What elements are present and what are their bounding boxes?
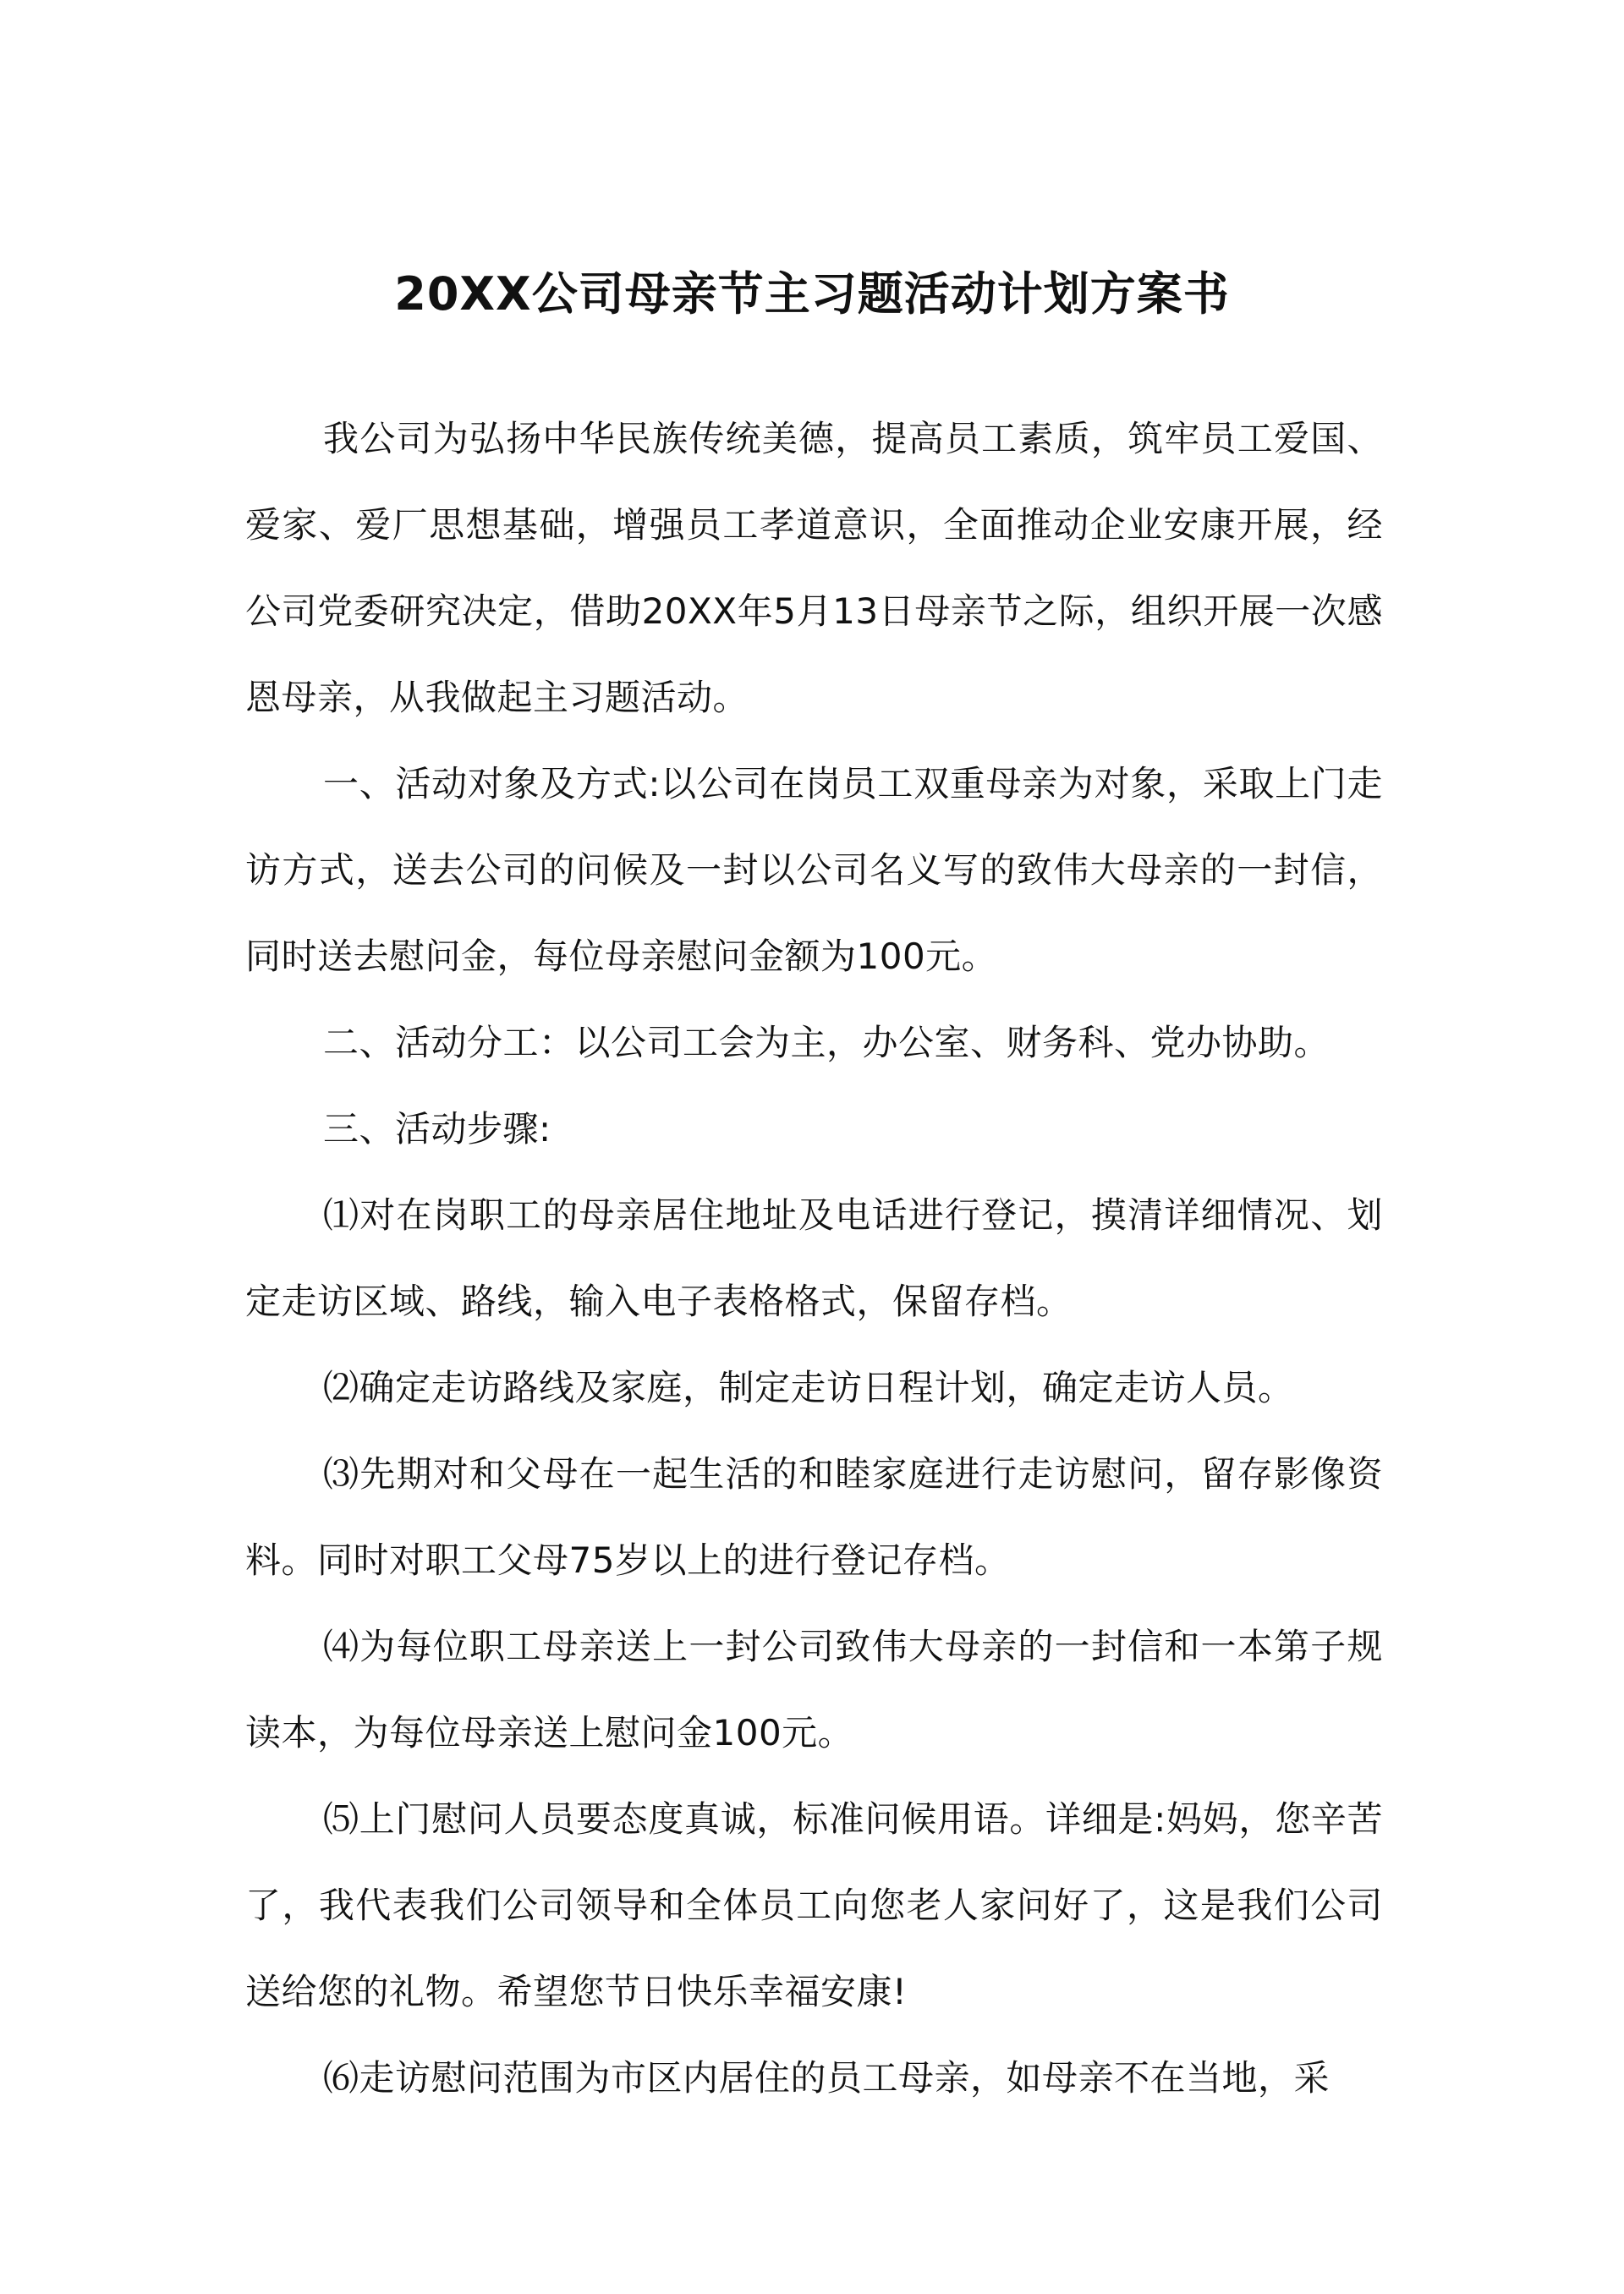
document-body [245, 396, 1383, 2121]
paragraph-step-1: ⑴对在岗职工的母亲居住地址及电话进行登记，摸清详细情况、划定走访区域、路线，输入电子表格格式，保留存档。 [245, 1194, 1383, 1322]
paragraph-step-3: ⑶先期对和父母在一起生活的和睦家庭进行走访慰问，留存影像资料。同时对职工父母75岁以上的进行登记存档。 [245, 1453, 1383, 1581]
paragraph-section-1: 一、活动对象及方式:以公司在岗员工双重母亲为对象，采取上门走访方式，送去公司的问候及一封以公司名义写的致伟大母亲的一封信，同时送去慰问金，每位母亲慰问金额为100元。 [245, 763, 1383, 977]
paragraph-step-5: ⑸上门慰问人员要态度真诚，标准问候用语。详细是:妈妈，您辛苦了，我代表我们公司领导和全体员工向您老人家问好了，这是我们公司送给您的礼物。希望您节日快乐幸福安康! [245, 1798, 1383, 2012]
document-title: 20XX公司母亲节主习题活动计划方案书 [394, 267, 1230, 321]
paragraph-step-4: ⑷为每位职工母亲送上一封公司致伟大母亲的一封信和一本第子规读本，为每位母亲送上慰问金100元。 [245, 1626, 1383, 1753]
paragraph-step-6: ⑹走访慰问范围为市区内居住的员工母亲，如母亲不在当地，采 [323, 2057, 1330, 2099]
paragraph-section-2: 二、活动分工：以公司工会为主，办公室、财务科、党办协助。 [323, 1022, 1330, 1063]
paragraph-section-3-heading: 三、活动步骤: [323, 1108, 551, 1150]
paragraph-intro: 我公司为弘扬中华民族传统美德，提高员工素质，筑牢员工爱国、爱家、爱厂思想基础，增强员工孝道意识，全面推动企业安康开展，经公司党委研究决定，借助20XX年5月13日母亲节之际，组织开展一次感恩母亲，从我做起主习题活动。 [245, 418, 1383, 718]
paragraph-step-2: ⑵确定走访路线及家庭，制定走访日程计划，确定走访人员。 [323, 1367, 1294, 1408]
